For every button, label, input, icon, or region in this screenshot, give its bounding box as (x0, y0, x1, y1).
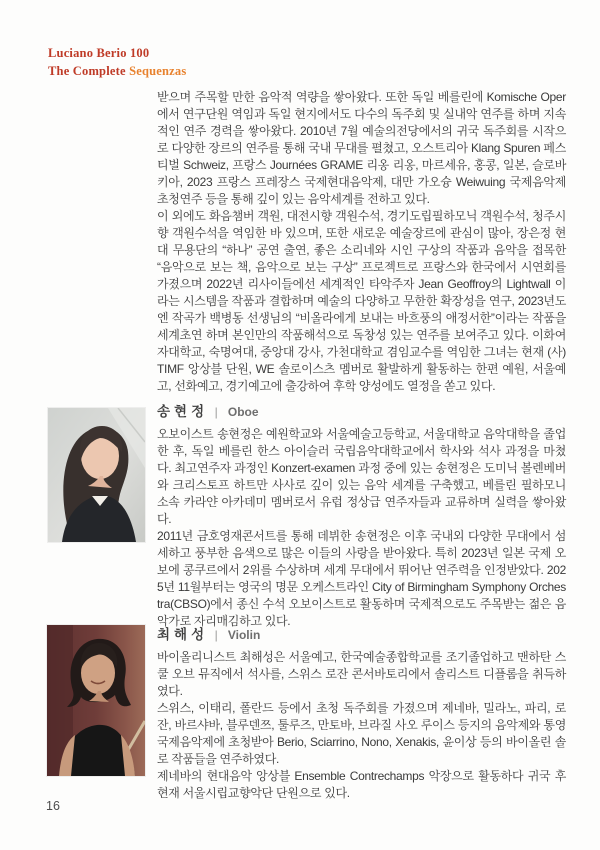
artist-paragraph: 2011년 금호영재콘서트를 통해 데뷔한 송현정은 이후 국내외 다양한 무대에서 섬세하고 풍부한 음색으로 많은 이들의 사랑을 받아왔다. 특히 2023년 일본 국제 오보에 콩쿠르에서 2위를 수상하며 세계 무대에서 뛰어난 연주력을 인정받았다. 2025년 11월부터는 영국의 명문 오케스트라인 City of Birmingham Symphony Orchestra(CBSO)에서 종신 수석 오보이스트로 활동하며 국제적으로도 주목받는 젊은 음악가로 자리매김하고 있다. (157, 529, 566, 628)
artist-paragraph: 제네바의 현대음악 앙상블 Ensemble Contrechamps 악장으로 활동하다 귀국 후 현재 서울시립교향악단 단원으로 있다. (157, 769, 566, 800)
title-separator: | (214, 628, 218, 642)
header-title-line2 (48, 62, 186, 80)
header-title-accent: Sequenzas (129, 64, 187, 78)
artist-title (157, 627, 566, 643)
header-title-line1: Luciano Berio 100 (48, 46, 150, 60)
artist-paragraph: 오보이스트 송현정은 예원학교와 서울예술고등학교, 서울대학교 음악대학을 졸업한 후, 독일 베를린 한스 아이슬러 국립음악대학교에서 학사와 석사 과정을 마쳤다. 최고연주자 과정인 Konzert-examen 과정 중에 있는 송현정은 도미닉 볼렌베버와 크리스토프 하트만 사사로 깊이 있는 음악 세계를 구축했고, 베를린 필하모니 소속 카라얀 아카데미 멤버로서 유럽 정상급 연주자들과 교류하며 실력을 쌓아왔다. (157, 427, 566, 526)
artist-section-oboist (157, 404, 566, 630)
intro-paragraph: 이 외에도 화음챔버 객원, 대전시향 객원수석, 경기도립필하모닉 객원수석, 청주시향 객원수석을 역임한 바 있으며, 또한 새로운 예술장르에 관심이 많아, 장은정 현대 무용단의 “하나” 공연 출연, 좋은 소리네와 시인 구상의 작품과 음악을 접목한 “음악으로 보는 책, 음악으로 보는 구상” 프로젝트로 프랑스와 한국에서 시연회를 가졌으며 2022년 리사이들에선 세계적인 타악주자 Jean Geoffroy의 Lightwall 이라는 시스템을 작품과 결합하며 예술의 다양하고 무한한 확장성을 연구, 2023년도엔 작곡가 백병동 선생님의 “비올라에게 보내는 바흐풍의 애정서한”이라는 작품을 세계초연 하며 본인만의 작품해석으로 독창성 있는 연주를 보여주고 있다. 이화여자대학교, 숙명여대, 중앙대 강사, 가천대학교 겸임교수를 역임한 그녀는 현재 (사)TIMF 앙상블 단원, WE 솔로이스츠 멤버로 활발하게 활동하는 한편 예원, 서울예고, 선화예고, 경기예고에 출강하여 후학 양성에도 열정을 쏟고 있다. (157, 209, 566, 393)
header-title-prefix: The Complete (48, 64, 126, 78)
artist-title (157, 404, 566, 420)
artist-photo-oboist (48, 408, 145, 542)
title-separator: | (214, 405, 218, 419)
booklet-header (48, 44, 186, 80)
artist-name: 최해성 (157, 627, 209, 642)
artist-paragraph: 스위스, 이태리, 폴란드 등에서 초청 독주회를 가졌으며 제네바, 밀라노, 파리, 로잔, 바르샤바, 블루덴쯔, 툴루즈, 만토바, 브라질 사오 루이스 등지의 음악제와 통영국제음악제에 초청받아 Berio, Sciarrino, Nono, Xenakis, 윤이상 등의 바이올린 솔로 작품들을 연주하였다. (157, 701, 566, 766)
artist-photo-violinist (47, 625, 145, 776)
intro-bio-text (157, 89, 566, 395)
artist-instrument: Oboe (227, 405, 259, 419)
intro-paragraph: 받으며 주목할 만한 음악적 역량을 쌓아왔다. 또한 독일 베를린에 Komische Oper에서 연구단원 역임과 독일 현지에서도 다수의 독주회 및 실내악 연주를 하며 지속적인 연주 경력을 쌓아왔다. 2010년 7월 예술의전당에서의 귀국 독주회를 시작으로 다양한 장르의 연주를 통해 국내 무대를 펼쳤고, 오스트리아 Klang Spuren 페스티벌 Schweiz, 프랑스 Journées GRAME 리옹 리옹, 마르세유, 홍콩, 일본, 슬로바키아, 2023 프랑스 프레장스 국제현대음악제, 대만 가오슝 Weiwuing 국제음악제 초청연주 등을 통해 깊이 있는 음악세계를 전하고 있다. (157, 90, 566, 206)
artist-name: 송현정 (157, 404, 209, 419)
page-number: 16 (46, 799, 60, 813)
artist-instrument: Violin (227, 628, 261, 642)
artist-paragraph: 바이올리니스트 최해성은 서울예고, 한국예술종합학교를 조기졸업하고 맨하탄 스쿨 오브 뮤직에서 석사를, 스위스 로잔 콘서바토리에서 솔리스트 디플롬을 취득하였다. (157, 650, 566, 698)
artist-section-violinist (157, 627, 566, 802)
